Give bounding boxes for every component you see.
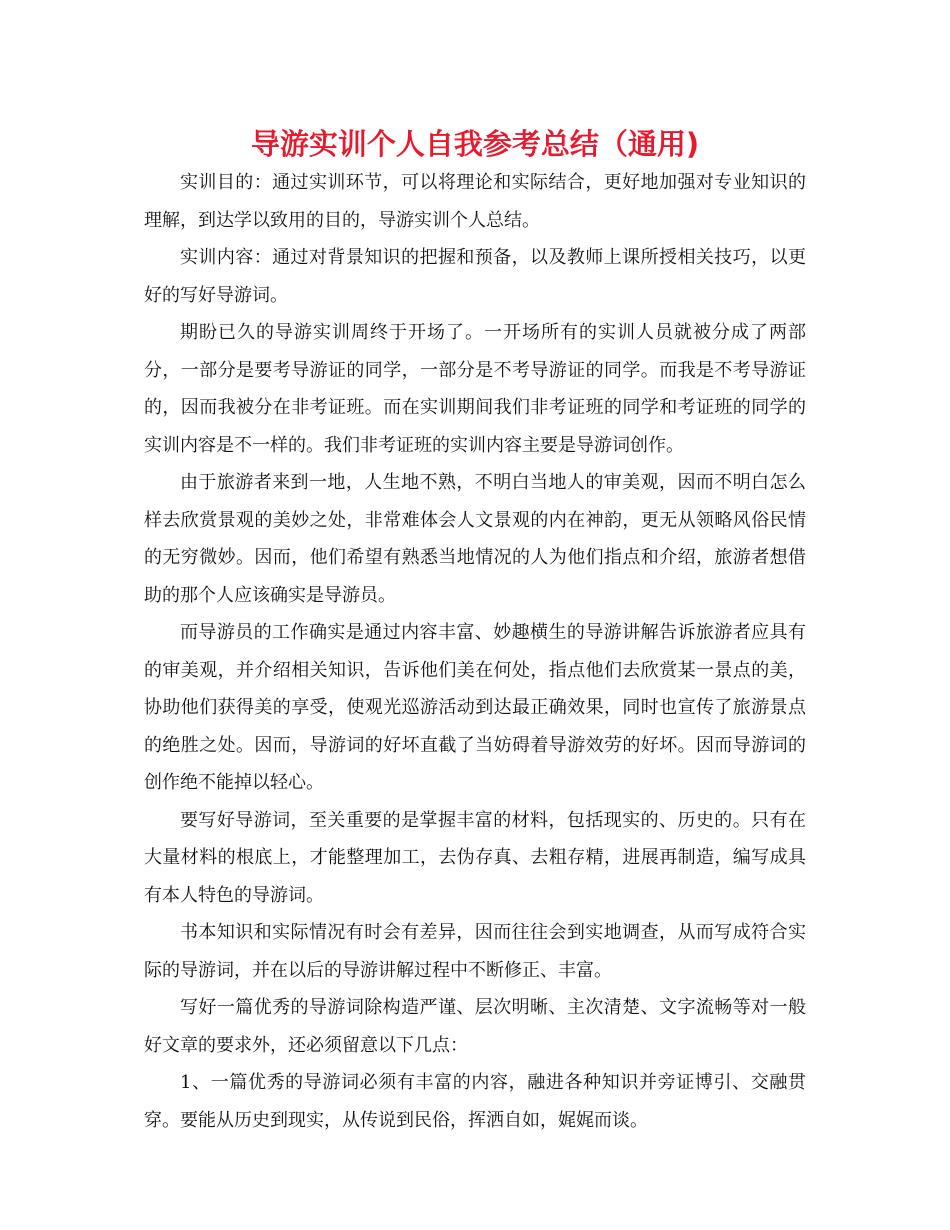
paragraph-guide-work: 而导游员的工作确实是通过内容丰富、妙趣横生的导游讲解告诉旅游者应具有的审美观，并介绍相关知识，告诉他们美在何处，指点他们去欣赏某一景点的美，协助他们获得美的享受，使观光巡游活动到达最正确效果，同时也宣传了旅游景点的绝胜之处。因而，导游词的好坏直截了当妨碍着导游效劳的好坏。因而导游词的创作绝不能掉以轻心。 (144, 622, 806, 793)
paragraph-materials: 要写好导游词，至关重要的是掌握丰富的材料，包括现实的、历史的。只有在大量材料的根底上，才能整理加工，去伪存真、去粗存精，进展再制造，编写成具有本人特色的导游词。 (144, 809, 806, 906)
paragraph-tourists: 由于旅游者来到一地，人生地不熟，不明白当地人的审美观，因而不明白怎么样去欣赏景观的美妙之处，非常难体会人文景观的内在神韵，更无从领略风俗民情的无穷微妙。因而，他们希望有熟悉当地情况的人为他们指点和介绍，旅游者想借助的那个人应该确实是导游员。 (144, 472, 806, 606)
paragraph-writing-points: 写好一篇优秀的导游词除构造严谨、层次明晰、主次清楚、文字流畅等对一般好文章的要求外，还必须留意以下几点： (144, 997, 806, 1056)
paragraph-training-week: 期盼已久的导游实训周终于开场了。一开场所有的实训人员就被分成了两部分，一部分是要考导游证的同学，一部分是不考导游证的同学。而我是不考导游证的，因而我被分在非考证班。而在实训期间我们非考证班的同学和考证班的同学的实训内容是不一样的。我们非考证班的实训内容主要是导游词创作。 (144, 322, 806, 456)
paragraph-point-one: 1、一篇优秀的导游词必须有丰富的内容，融进各种知识并旁证博引、交融贯穿。要能从历史到现实，从传说到民俗，挥洒自如，娓娓而谈。 (144, 1072, 806, 1131)
paragraph-purpose: 实训目的：通过实训环节，可以将理论和实际结合，更好地加强对专业知识的理解，到达学以致用的目的，导游实训个人总结。 (144, 172, 806, 231)
paragraph-field-research: 书本知识和实际情况有时会有差异，因而往往会到实地调查，从而写成符合实际的导游词，并在以后的导游讲解过程中不断修正、丰富。 (144, 922, 806, 981)
document-title: 导游实训个人自我参考总结（通用) (250, 127, 700, 161)
document-body (144, 164, 806, 1139)
paragraph-content: 实训内容：通过对背景知识的把握和预备，以及教师上课所授相关技巧，以更好的写好导游词。 (144, 247, 806, 306)
